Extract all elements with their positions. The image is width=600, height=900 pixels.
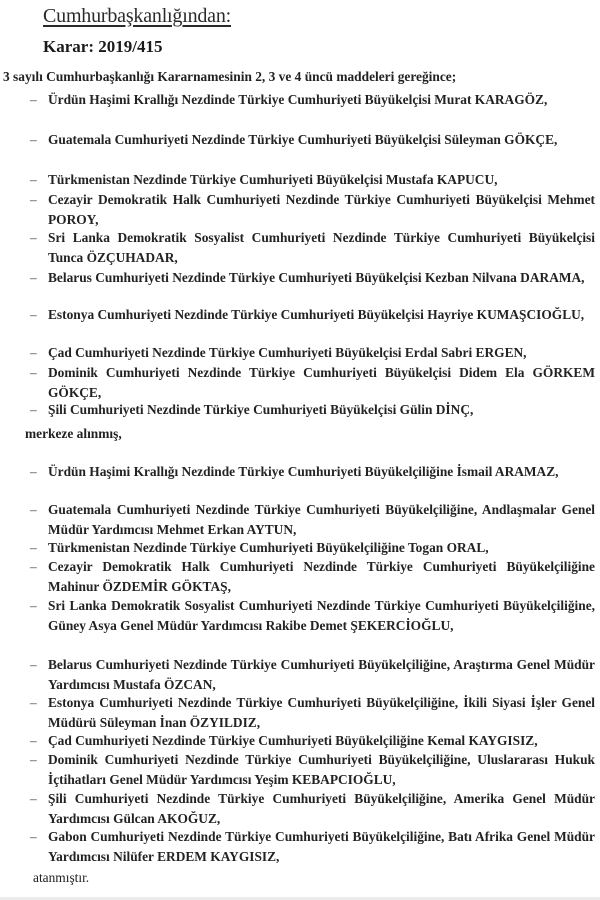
intro-paragraph: 3 sayılı Cumhurbaşkanlığı Kararnamesinin 2, 3 ve 4 üncü maddeleri gereğince; — [3, 69, 457, 84]
dash-bullet: – — [30, 402, 37, 417]
decision-number: Karar: 2019/415 — [43, 37, 163, 56]
list-item-text: Sri Lanka Demokratik Sosyalist Cumhuriyeti Nezdinde Türkiye Cumhuriyeti Büyükelçisi Tunca ÖZÇUHADAR, — [48, 230, 595, 265]
list-item — [30, 693, 595, 733]
dash-bullet: – — [30, 502, 37, 517]
dash-bullet: – — [30, 598, 37, 613]
list-item — [30, 750, 595, 790]
dash-bullet: – — [30, 464, 37, 479]
dash-bullet: – — [30, 92, 37, 107]
dash-bullet: – — [30, 365, 37, 380]
list-item-text: Şili Cumhuriyeti Nezdinde Türkiye Cumhuriyeti Büyükelçiliğine, Amerika Genel Müdür Yardımcısı Gülcan AKOĞUZ, — [48, 791, 595, 826]
list-item-text: Belarus Cumhuriyeti Nezdinde Türkiye Cumhuriyeti Büyükelçiliğine, Araştırma Genel Müdür Yardımcısı Mustafa ÖZCAN, — [48, 657, 595, 692]
list-item-text: Cezayir Demokratik Halk Cumhuriyeti Nezdinde Türkiye Cumhuriyeti Büyükelçisi Mehmet POROY, — [48, 192, 595, 227]
list-item — [30, 90, 595, 110]
list-item-text: Cezayir Demokratik Halk Cumhuriyeti Nezdinde Türkiye Cumhuriyeti Büyükelçiliğine Mahinur ÖZDEMİR GÖKTAŞ, — [48, 559, 595, 594]
list-item-text: Çad Cumhuriyeti Nezdinde Türkiye Cumhuriyeti Büyükelçisi Erdal Sabri ERGEN, — [48, 345, 527, 360]
list-item-text: Gabon Cumhuriyeti Nezdinde Türkiye Cumhuriyeti Büyükelçiliğine, Batı Afrika Genel Müdür Yardımcısı Nilüfer ERDEM KAYGISIZ, — [48, 829, 595, 864]
list-item-text: Estonya Cumhuriyeti Nezdinde Türkiye Cumhuriyeti Büyükelçisi Hayriye KUMAŞCIOĞLU, — [48, 307, 585, 322]
list-item — [30, 538, 595, 558]
list-item-text: Belarus Cumhuriyeti Nezdinde Türkiye Cumhuriyeti Büyükelçisi Kezban Nilvana DARAMA, — [48, 270, 585, 285]
list-item — [30, 190, 595, 230]
list-item-text: Dominik Cumhuriyeti Nezdinde Türkiye Cumhuriyeti Büyükelçisi Didem Ela GÖRKEM GÖKÇE, — [48, 365, 595, 400]
list-item-text: Çad Cumhuriyeti Nezdinde Türkiye Cumhuriyeti Büyükelçiliğine Kemal KAYGISIZ, — [48, 733, 538, 748]
list-item — [30, 789, 595, 829]
list-item-text: Türkmenistan Nezdinde Türkiye Cumhuriyeti Büyükelçiliğine Togan ORAL, — [48, 540, 489, 555]
list-item-text: Şili Cumhuriyeti Nezdinde Türkiye Cumhuriyeti Büyükelçisi Gülin DİNÇ, — [48, 402, 474, 417]
list-item — [30, 343, 595, 363]
list-item-text: Ürdün Haşimi Krallığı Nezdinde Türkiye Cumhuriyeti Büyükelçisi Murat KARAGÖZ, — [48, 92, 548, 107]
list-item-text: Estonya Cumhuriyeti Nezdinde Türkiye Cumhuriyeti Büyükelçiliğine, İkili Siyasi İşler Genel Müdürü Süleyman İnan ÖZYILDIZ, — [48, 695, 595, 730]
appointed-closing: atanmıştır. — [33, 870, 90, 885]
dash-bullet: – — [30, 829, 37, 844]
list-item — [30, 363, 595, 403]
list-item-text: Guatemala Cumhuriyeti Nezdinde Türkiye Cumhuriyeti Büyükelçiliğine, Andlaşmalar Genel Müdür Yardımcısı Mehmet Erkan AYTUN, — [48, 502, 595, 537]
list-item-text: Türkmenistan Nezdinde Türkiye Cumhuriyeti Büyükelçisi Mustafa KAPUCU, — [48, 172, 498, 187]
list-item — [30, 268, 595, 288]
dash-bullet: – — [30, 230, 37, 245]
dash-bullet: – — [30, 657, 37, 672]
dash-bullet: – — [30, 132, 37, 147]
recalled-closing: merkeze alınmış, — [25, 426, 122, 441]
list-item — [30, 462, 595, 482]
dash-bullet: – — [30, 192, 37, 207]
list-item-text: Dominik Cumhuriyeti Nezdinde Türkiye Cumhuriyeti Büyükelçiliğine, Uluslararası Hukuk İçtihatları Genel Müdür Yardımcısı Yeşim KEBAPCIOĞLU, — [48, 752, 595, 787]
list-item-text: Guatemala Cumhuriyeti Nezdinde Türkiye Cumhuriyeti Büyükelçisi Süleyman GÖKÇE, — [48, 132, 558, 147]
dash-bullet: – — [30, 733, 37, 748]
dash-bullet: – — [30, 540, 37, 555]
dash-bullet: – — [30, 791, 37, 806]
list-item-text: Ürdün Haşimi Krallığı Nezdinde Türkiye Cumhuriyeti Büyükelçiliğine İsmail ARAMAZ, — [48, 464, 559, 479]
list-item — [30, 170, 595, 190]
list-item — [30, 305, 595, 325]
dash-bullet: – — [30, 345, 37, 360]
list-item — [30, 596, 595, 636]
list-item — [30, 655, 595, 695]
dash-bullet: – — [30, 307, 37, 322]
document-heading: Cumhurbaşkanlığından: — [43, 5, 231, 27]
list-item — [30, 827, 595, 867]
dash-bullet: – — [30, 270, 37, 285]
dash-bullet: – — [30, 172, 37, 187]
dash-bullet: – — [30, 752, 37, 767]
list-item — [30, 500, 595, 540]
list-item — [30, 557, 595, 597]
list-item — [30, 228, 595, 268]
dash-bullet: – — [30, 559, 37, 574]
dash-bullet: – — [30, 695, 37, 710]
list-item — [30, 130, 595, 150]
list-item — [30, 731, 595, 751]
list-item — [30, 400, 595, 420]
list-item-text: Sri Lanka Demokratik Sosyalist Cumhuriyeti Nezdinde Türkiye Cumhuriyeti Büyükelçiliğine, Güney Asya Genel Müdür Yardımcısı Rakibe Demet ŞEKERCİOĞLU, — [48, 598, 595, 633]
